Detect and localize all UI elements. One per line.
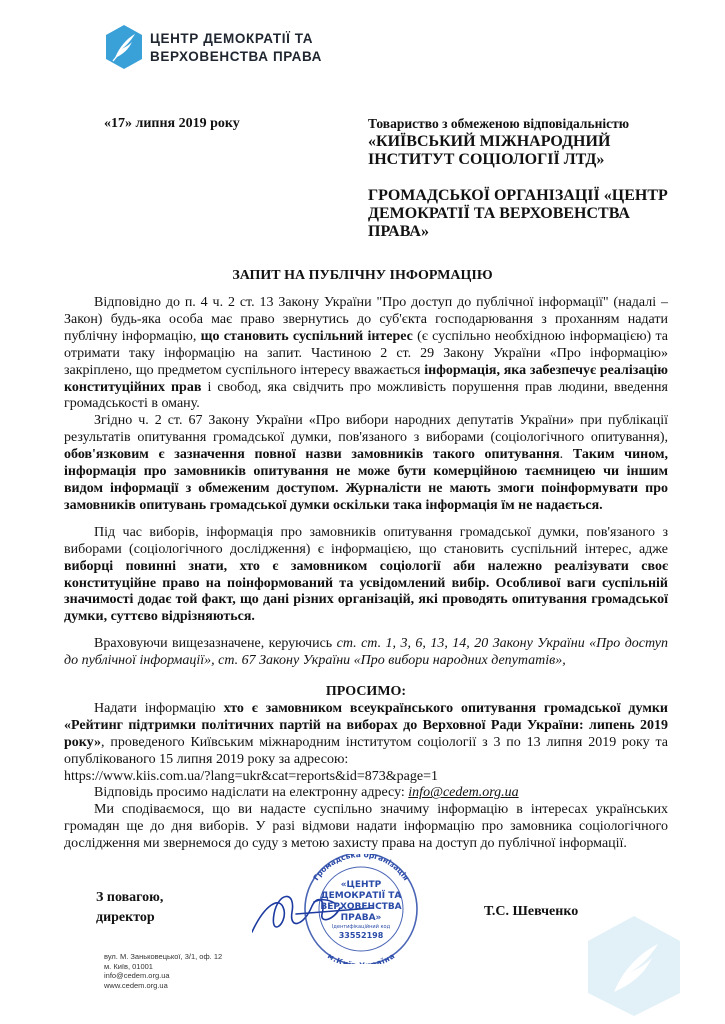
footer-email: info@cedem.org.ua (104, 971, 170, 980)
paragraph-3 (64, 525, 668, 626)
organization-seal (252, 854, 482, 969)
letter-body (64, 295, 668, 853)
logo-icon (104, 24, 144, 75)
p1-bold-d: інформація, яка забезпечує реалізацію конституційних прав (64, 362, 669, 395)
signer-name: Т.С. Шевченко (484, 904, 579, 919)
request-heading: ПРОСИМО: (325, 684, 407, 700)
p5-bold-b: хто є замовником всеукраїнського опитування громадської думки «Рейтинг підтримки політичних партій на виборах до Верховної Ради України: липень 2019 року» (64, 700, 668, 750)
addressee-block (368, 116, 688, 241)
paragraph-1 (64, 295, 668, 413)
p1-text-a: Відповідно до п. 4 ч. 2 ст. 13 Закону України "Про доступ до публічної інформації" (надалі – Закон) будь-яка особа має право звернутись до суб'єкта господарювання з проханням надати публічну інформацію, (64, 295, 668, 344)
seal-line-1: «ЦЕНТР (340, 880, 382, 890)
p3-text-a: Під час виборів, інформація про замовників опитування громадської думки, пов'язаного з виборами (соціологічного дослідження) є інформацією, що становить суспільний інтерес, адже (64, 524, 668, 557)
p1-text-c: (є суспільно необхідною інформацією) та отримати таку інформацію на запит. Частиною 2 ст. 29 Закону України «Про інформацію» закріплено, що предметом суспільного інтересу вважається (64, 328, 668, 378)
p6-text-a: Відповідь просимо надіслати на електронну адресу: (94, 785, 409, 801)
seal-line-3: ВЕРХОВЕНСТВА (320, 902, 402, 912)
paragraph-2 (64, 413, 668, 514)
footer-city: м. Київ, 01001 (104, 961, 153, 971)
paragraph-6 (64, 785, 668, 802)
p1-bold-b: що становить суспільний інтерес (200, 328, 413, 344)
sender-org-name: ГРОМАДСЬКОЇ ОРГАНІЗАЦІЇ «ЦЕНТР ДЕМОКРАТІЇ ТА ВЕРХОВЕНСТВА ПРАВА» (368, 187, 668, 240)
closing-regards: З повагою, (96, 890, 164, 905)
feather-logo-icon (104, 24, 144, 70)
document-title: ЗАПИТ НА ПУБЛІЧНУ ІНФОРМАЦІЮ (232, 268, 493, 283)
p1-text-e: і свобод, яка свідчить про можливість порушення прав людини, введення громадськості в оману. (64, 379, 668, 412)
p5-text-c: , проведеного Київським міжнародним інститутом соціології з 3 по 13 липня 2019 року та опублікованого 15 липня 2019 року за адресою: (64, 734, 668, 767)
p3-bold-b: виборці повинні знати, хто є замовником соціології аби належно реалізувати своє конституційне право на поінформований та усвідомлений вибір. Особливої ваги суспільній значимості додає той факт, що дані різних організацій, які проводять опитування громадської думки, суттєво відрізняються. (64, 558, 668, 625)
org-name (150, 30, 322, 66)
seal-ring-top-text: Громадська організація (311, 854, 411, 883)
org-name-line1: ЦЕНТР ДЕМОКРАТІЇ ТА (150, 31, 314, 46)
paragraph-4 (64, 636, 668, 670)
seal-line-2: ДЕМОКРАТІЇ ТА (320, 891, 402, 901)
closing-block (96, 888, 163, 928)
addressee-company-name: «КИЇВСЬКИЙ МІЖНАРОДНИЙ ІНСТИТУТ СОЦІОЛОГІЇ ЛТД» (368, 133, 611, 168)
footer-contacts (104, 952, 222, 990)
p4-text-a: Враховуючи вищезазначене, керуючись (94, 636, 337, 652)
svg-text:м.Київ Україна (326, 951, 396, 964)
signer-position: директор (96, 910, 155, 925)
org-name-line2: ВЕРХОВЕНСТВА ПРАВА (150, 49, 323, 64)
p2-text-a: Згідно ч. 2 ст. 67 Закону України «Про вибори народних депутатів України» при публікації результатів опитування громадської думки, пов'язаного з виборами (соціологічного опитування), (64, 413, 668, 446)
addressee-company-type: Товариство з обмеженою відповідальністю (368, 116, 630, 131)
letter-date: «17» липня 2019 року (104, 116, 240, 131)
seal-code: 33552198 (338, 931, 384, 940)
p2-bold-d: Таким чином, інформація про замовників опитування не може бути комерційною таємницею чи іншим видом інформації з обмеженим доступом. Журналісти не мають змоги поінформувати про замовників опитувань громадської думки оскільки така інформація їм не надається. (64, 447, 668, 513)
seal-code-label: Ідентифікаційний код (331, 924, 391, 930)
reply-email-link[interactable]: info@cedem.org.ua (408, 785, 519, 801)
paragraph-7: Ми сподіваємося, що ви надасте суспільно значиму інформацію в інтересах українських громадян ще до дня виборів. У разі відмови надати інформацію про замовника соціологічного дослідження ми звернемося до суду з метою захисту права на доступ до публічної інформації. (64, 802, 668, 852)
seal-line-4: ПРАВА» (340, 913, 382, 923)
p5-text-a: Надати інформацію (94, 700, 224, 716)
footer-address: вул. М. Заньковецької, 3/1, оф. 12 (104, 952, 223, 961)
p2-bold-b: обов'язковим є зазначення повної назви замовників такого опитування (64, 447, 560, 463)
p2-text-c: . (559, 447, 573, 463)
p4-italic-b: ст. ст. 1, 3, 6, 13, 14, 20 Закону України «Про доступ до публічної інформації», ст. 67 Закону України «Про вибори народних депутатів», (64, 636, 668, 669)
svg-text:Громадська організація (311, 854, 410, 882)
survey-url[interactable]: https://www.kiis.com.ua/?lang=ukr&cat=reports&id=873&page=1 (64, 768, 438, 784)
footer-website: www.cedem.org.ua (104, 980, 168, 990)
footer-logo-icon (586, 914, 682, 1023)
seal-ring-bottom-text: м.Ки аїна (325, 951, 397, 964)
paragraph-5 (64, 701, 668, 769)
